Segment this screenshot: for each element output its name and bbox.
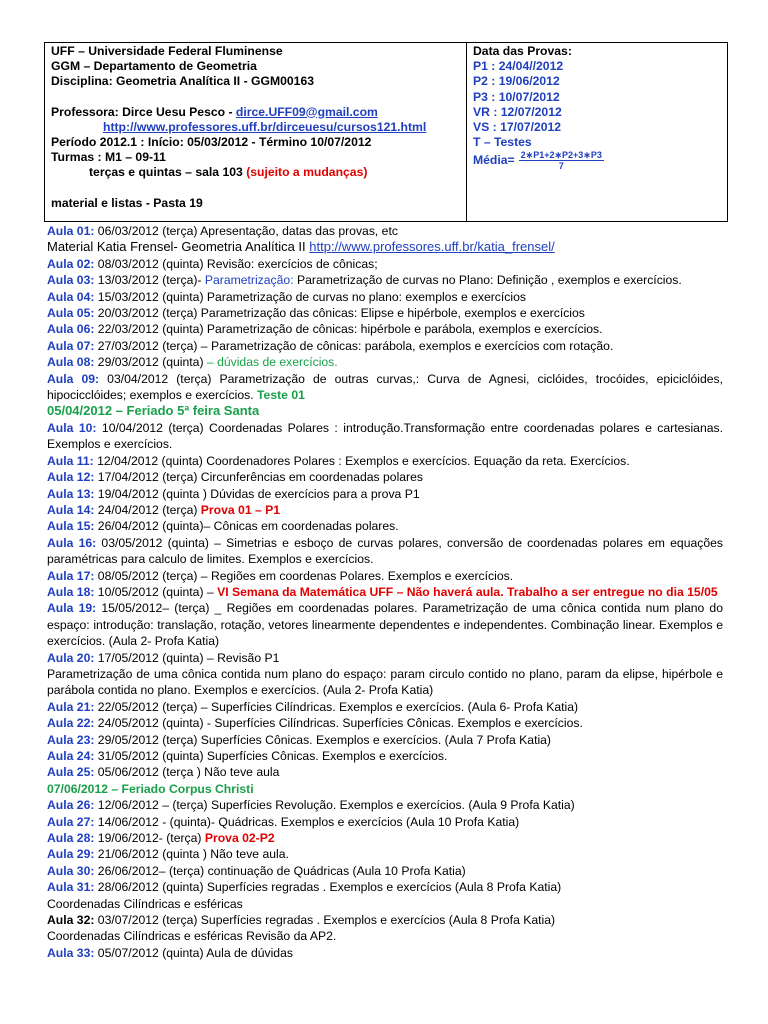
class-text: 19/06/2012- (terça) [94,831,205,846]
class-entry-11 [47,453,723,469]
class-entry-31-detail: Coordenadas Cilíndricas e esféricas [47,896,243,911]
katia-frensel-link[interactable]: http://www.professores.uff.br/katia_frensel/ [309,239,555,255]
class-text: 20/03/2012 (terça) Parametrização das cônicas: Elipse e hipérbole, exemplos e exercícios [94,306,585,321]
class-text: 05/06/2012 (terça ) Não teve aula [94,765,280,780]
class-topic-highlight: Parametrização: [204,273,294,288]
class-entry-23 [47,732,723,748]
class-text: 12/04/2012 (quinta) Coordenadores Polares : Exemplos e exercícios. Equação da reta. Exercícios. [93,453,630,468]
class-entry-26 [47,797,723,813]
class-entry-14 [47,502,723,518]
class-label: Aula 10: [47,420,97,435]
department-name: GGM – Departamento de Geometria [51,59,257,74]
class-text: 24/05/2012 (quinta) - Superfícies Cilíndricas. Superfícies Cônicas. Exemplos e exercícios. [94,716,583,731]
material-line [47,239,723,255]
class-entry-28 [47,830,723,846]
schedule-line [51,165,460,180]
class-label: Aula 23: [47,732,95,747]
class-entry-21 [47,699,723,715]
class-entry-32 [47,912,723,928]
class-entry-08 [47,354,723,370]
period-text: Período 2012.1 : Início: 05/03/2012 - Término 10/07/2012 [51,135,372,150]
course-url-link[interactable]: http://www.professores.uff.br/dirceuesu/cursos121.html [103,119,427,134]
media-formula [473,150,721,171]
professor-line [51,105,460,120]
class-entry-09 [47,371,723,404]
class-entry-15 [47,518,723,534]
class-label: Aula 25: [47,765,95,780]
class-text: 28/06/2012 (quinta) Superfícies regradas . Exemplos e exercícios (Aula 8 Profa Katia) [94,880,562,895]
schedule-note: (sujeito a mudanças) [246,165,368,180]
discipline-name: Disciplina: Geometria Analítica II - GGM00163 [51,74,315,89]
class-text: Parametrização de curvas no Plano: Definição , exemplos e exercícios. [293,273,682,288]
exam-vr: VR : 12/07/2012 [473,104,562,119]
class-entry-10 [47,420,723,453]
class-label: Aula 06: [47,322,95,337]
class-entry-02 [47,256,723,272]
class-label: Aula 15: [47,519,95,534]
class-entry-18 [47,584,723,600]
class-text: 12/06/2012 – (terça) Superfícies Revolução. Exemplos e exercícios. (Aula 9 Profa Katia) [94,798,575,813]
class-label: Aula 02: [47,256,95,271]
class-entry-01 [47,223,723,239]
class-text: 17/04/2012 (terça) Circunferências em coordenadas polares [94,470,423,485]
class-label: Aula 22: [47,716,95,731]
class-text: 24/04/2012 (terça) [94,502,201,517]
class-text: 05/07/2012 (quinta) Aula de dúvidas [94,945,293,960]
class-entry-04 [47,289,723,305]
class-text: 10/04/2012 (terça) Coordenadas Polares : introdução.Transformação entre coordenadas polares e cartesianas. Exemplos e exercícios. [47,420,724,452]
class-text: 08/03/2012 (quinta) Revisão: exercícios de cônicas; [94,256,378,271]
class-label: Aula 21: [47,699,95,714]
class-text: 22/03/2012 (quinta) Parametrização de cônicas: hipérbole e parábola, exemplos e exercícios. [94,322,603,337]
class-schedule [47,223,723,961]
class-entry-13 [47,486,723,502]
class-label: Aula 07: [47,338,95,353]
class-text: 29/05/2012 (terça) Superfícies Cônicas. Exemplos e exercícios. (Aula 7 Profa Katia) [94,732,551,747]
class-text: 17/05/2012 (quinta) – Revisão P1 [94,650,280,665]
class-label: Aula 31: [47,880,95,895]
class-text: 19/04/2012 (quinta ) Dúvidas de exercícios para a prova P1 [94,486,420,501]
class-text: 26/04/2012 (quinta)– Cônicas em coordenadas polares. [94,519,399,534]
class-label: Aula 32: [47,913,95,928]
header-table [44,42,728,222]
class-text: 27/03/2012 (terça) – Parametrização de cônicas: parábola, exemplos e exercícios com rotação. [94,338,614,353]
exam-dates-cell [467,43,727,221]
class-entry-25 [47,764,723,780]
class-label: Aula 29: [47,847,95,862]
class-label: Aula 26: [47,798,95,813]
class-entry-06 [47,321,723,337]
professor-email-link[interactable]: dirce.UFF09@gmail.com [235,104,378,119]
class-entry-27 [47,814,723,830]
course-info-cell [45,43,467,221]
media-denominator: 7 [558,161,564,172]
class-label: Aula 12: [47,470,95,485]
holiday-line: 07/06/2012 – Feriado Corpus Christi [47,781,254,796]
class-text: 03/07/2012 (terça) Superfícies regradas . Exemplos e exercícios (Aula 8 Profa Katia) [94,913,556,928]
class-entry-33 [47,945,723,961]
class-label: Aula 08: [47,355,95,370]
class-entry-30 [47,863,723,879]
class-label: Aula 18: [47,584,95,599]
test-marker: Teste 01 [257,388,305,403]
class-entry-12 [47,469,723,485]
class-text: 15/03/2012 (quinta) Parametrização de curvas no plano: exemplos e exercícios [94,289,526,304]
class-label: Aula 33: [47,945,95,960]
media-fraction [519,150,604,171]
schedule-text: terças e quintas – sala 103 [89,165,243,180]
class-text: 03/04/2012 (terça) Parametrização de outras curvas,: Curva de Agnesi, ciclóides, trocóides, epiciclóides, hipocicclóides; exemplos e exercícios. [47,371,723,403]
class-text: 13/03/2012 (terça)- [94,273,205,288]
exam-dates-title: Data das Provas: [473,44,572,58]
class-text: 31/05/2012 (quinta) Superfícies Cônicas. Exemplos e exercícios. [94,749,448,763]
class-entry-20-detail: Parametrização de uma cônica contida num plano do espaço: param circulo contido no plano, param da elipse, hipérbole e parábola contida no plano. Exemplos e exercícios. (Aula 2- Profa Katia) [47,666,723,698]
exam-p2: P2 : 19/06/2012 [473,74,560,89]
class-text: 22/05/2012 (terça) – Superfícies Cilíndricas. Exemplos e exercícios. (Aula 6- Profa Katia) [94,699,579,714]
class-label: Aula 03: [47,273,95,288]
class-label: Aula 30: [47,863,95,878]
event-notice: VI Semana da Matemática UFF – Não haverá aula. Trabalho a ser entregue no dia 15/05 [217,584,718,599]
class-label: Aula 17: [47,568,95,583]
university-name: UFF – Universidade Federal Fluminense [51,44,283,58]
class-label: Aula 04: [47,289,95,304]
class-entry-29 [47,846,723,862]
media-label: Média= [473,153,515,168]
class-text: 08/05/2012 (terça) – Regiões em coordenas Polares. Exemplos e exercícios. [94,568,514,583]
class-entry-32-detail: Coordenadas Cilíndricas e esféricas Revisão da AP2. [47,929,337,944]
class-text: 15/05/2012– (terça) _ Regiões em coordenadas polares. Parametrização de uma cônica contida num plano do espaço: introdução: translação, rotação, vetores linearmente dependentes e independentes. Combinação linear. Exemplos e exercícios. (Aula 2- Profa Katia) [47,601,723,649]
exam-p3: P3 : 10/07/2012 [473,89,560,104]
class-label: Aula 09: [47,371,100,386]
class-text: 14/06/2012 - (quinta)- Quádricas. Exemplos e exercícios (Aula 10 Profa Katia) [94,814,520,829]
class-label: Aula 28: [47,831,95,846]
class-entry-19 [47,600,723,649]
class-text: 03/05/2012 (quinta) – Simetrias e esboço de curvas polares, conversão de coordenadas polares em equações paramétricas para calculo de limites. Exemplos e exercícios. [47,535,723,567]
media-numerator: 2∗P1+2∗P2+3∗P3 [520,150,602,161]
class-text: 06/03/2012 (terça) Apresentação, datas das provas, etc [94,224,398,238]
class-entry-07 [47,338,723,354]
exam-p1: P1 : 24/04//2012 [473,59,564,74]
class-entry-20 [47,650,723,666]
class-entry-22 [47,715,723,731]
exam-vs: VS : 17/07/2012 [473,120,562,135]
professor-label: Professora: Dirce Uesu Pesco - [51,104,236,119]
class-label: Aula 27: [47,814,95,829]
class-text: 21/06/2012 (quinta ) Não teve aula. [94,847,289,862]
class-entry-17 [47,568,723,584]
class-label: Aula 24: [47,749,95,763]
material-label: Material Katia Frensel- Geometria Analítica II [47,239,310,255]
class-label: Aula 13: [47,486,95,501]
material-text: material e listas - Pasta 19 [51,195,203,210]
classes-text: Turmas : M1 – 09-11 [51,150,166,165]
exam-marker: Prova 01 – P1 [200,502,281,517]
class-entry-31 [47,879,723,895]
class-text: 26/06/2012– (terça) continuação de Quádricas (Aula 10 Profa Katia) [94,863,466,878]
class-entry-16 [47,535,723,568]
class-label: Aula 11: [47,453,94,468]
exam-tests: T – Testes [473,135,532,150]
holiday-line: 05/04/2012 – Feriado 5ª feira Santa [47,403,260,419]
class-label: Aula 14: [47,502,95,517]
class-label: Aula 19: [47,601,97,616]
exam-marker: Prova 02-P2 [204,831,275,846]
class-text: 29/03/2012 (quinta) [94,355,207,370]
class-label: Aula 16: [47,535,97,550]
class-label: Aula 01: [47,224,95,238]
class-entry-24 [47,748,723,764]
class-label: Aula 20: [47,650,95,665]
class-entry-05 [47,305,723,321]
class-note: – dúvidas de exercícios. [206,355,338,370]
class-entry-03 [47,272,723,288]
class-label: Aula 05: [47,306,95,321]
class-text: 10/05/2012 (quinta) – [94,584,218,599]
